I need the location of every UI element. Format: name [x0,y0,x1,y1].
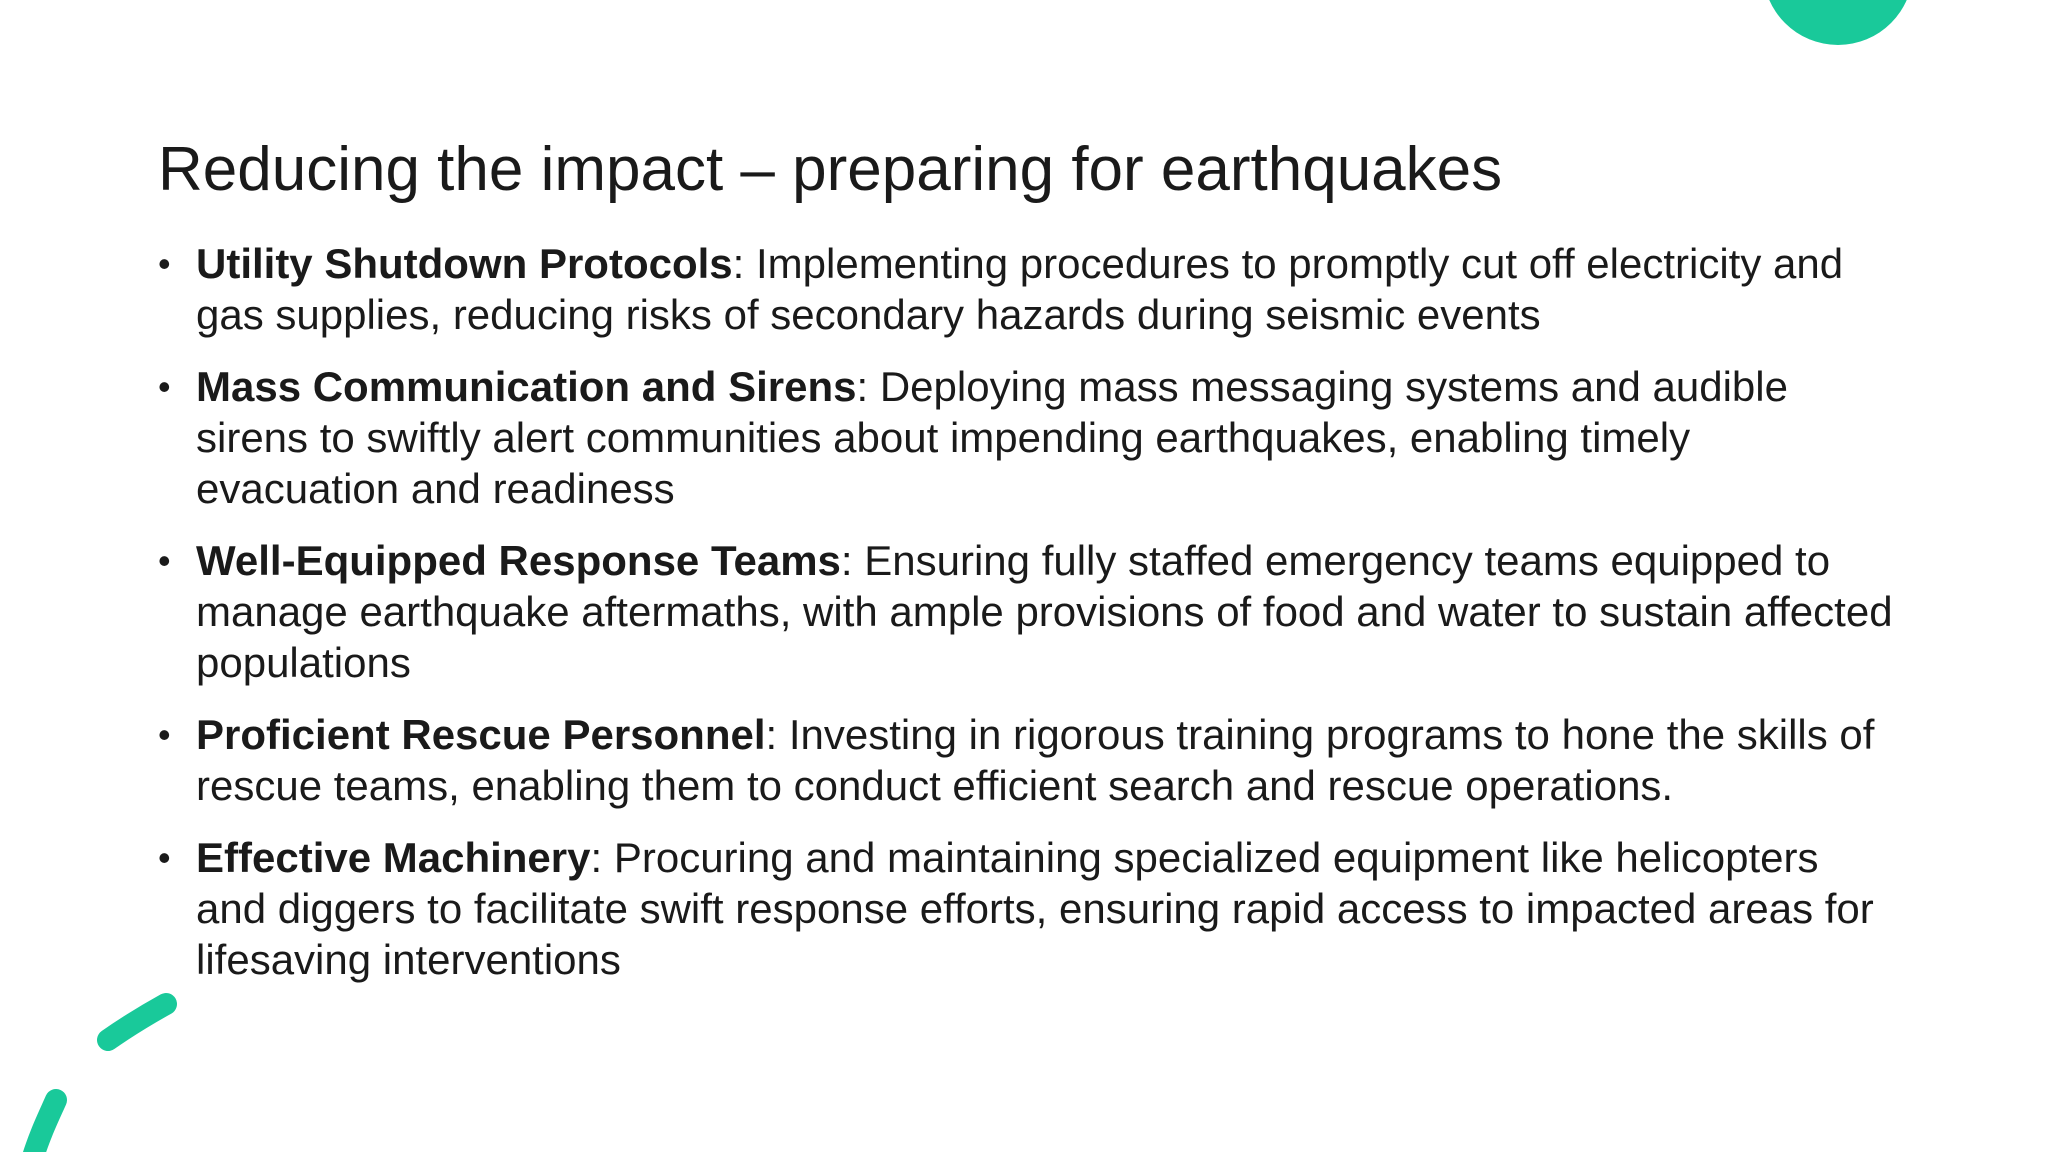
bullet-term: Proficient Rescue Personnel [196,711,766,758]
bullet-separator: : [840,537,853,584]
bullet-separator: : [856,363,869,410]
bullet-separator: : [590,834,603,881]
decorative-circle [1763,0,1913,45]
bullet-dot: • [158,714,171,755]
bullet-item-effective-machinery [158,832,1898,985]
decorative-stroke-lower [32,1100,56,1152]
bullet-item-mass-communication [158,361,1898,514]
bullet-item-utility-shutdown [158,238,1898,340]
bullet-dot: • [158,366,171,407]
bullet-list [158,238,1898,1006]
bullet-dot: • [158,540,171,581]
decorative-stroke-upper [108,1004,166,1040]
bullet-item-response-teams [158,535,1898,688]
bullet-separator: : [732,240,745,287]
bullet-text: Implementing procedures to promptly cut off electricity and gas supplies, reducing risks of secondary hazards during seismic events [196,240,1844,338]
bullet-dot: • [158,837,171,878]
bullet-term: Well-Equipped Response Teams [196,537,841,584]
slide-title: Reducing the impact – preparing for earthquakes [158,135,1503,204]
bullet-term: Utility Shutdown Protocols [196,240,733,287]
bullet-item-rescue-personnel [158,709,1898,811]
bullet-dot: • [158,243,171,284]
bullet-term: Effective Machinery [196,834,591,881]
bullet-text: Ensuring fully staffed emergency teams equipped to manage earthquake aftermaths, with ample provisions of food and water to sustain affected populations [196,537,1893,686]
bullet-separator: : [765,711,778,758]
bullet-text: Deploying mass messaging systems and audible sirens to swiftly alert communities about impending earthquakes, enabling timely evacuation and readiness [196,363,1788,512]
bullet-text: Investing in rigorous training programs to hone the skills of rescue teams, enabling them to conduct efficient search and rescue operations. [196,711,1875,809]
bullet-text: Procuring and maintaining specialized equipment like helicopters and diggers to facilitate swift response efforts, ensuring rapid access to impacted areas for lifesaving interventions [196,834,1874,983]
bullet-term: Mass Communication and Sirens [196,363,857,410]
